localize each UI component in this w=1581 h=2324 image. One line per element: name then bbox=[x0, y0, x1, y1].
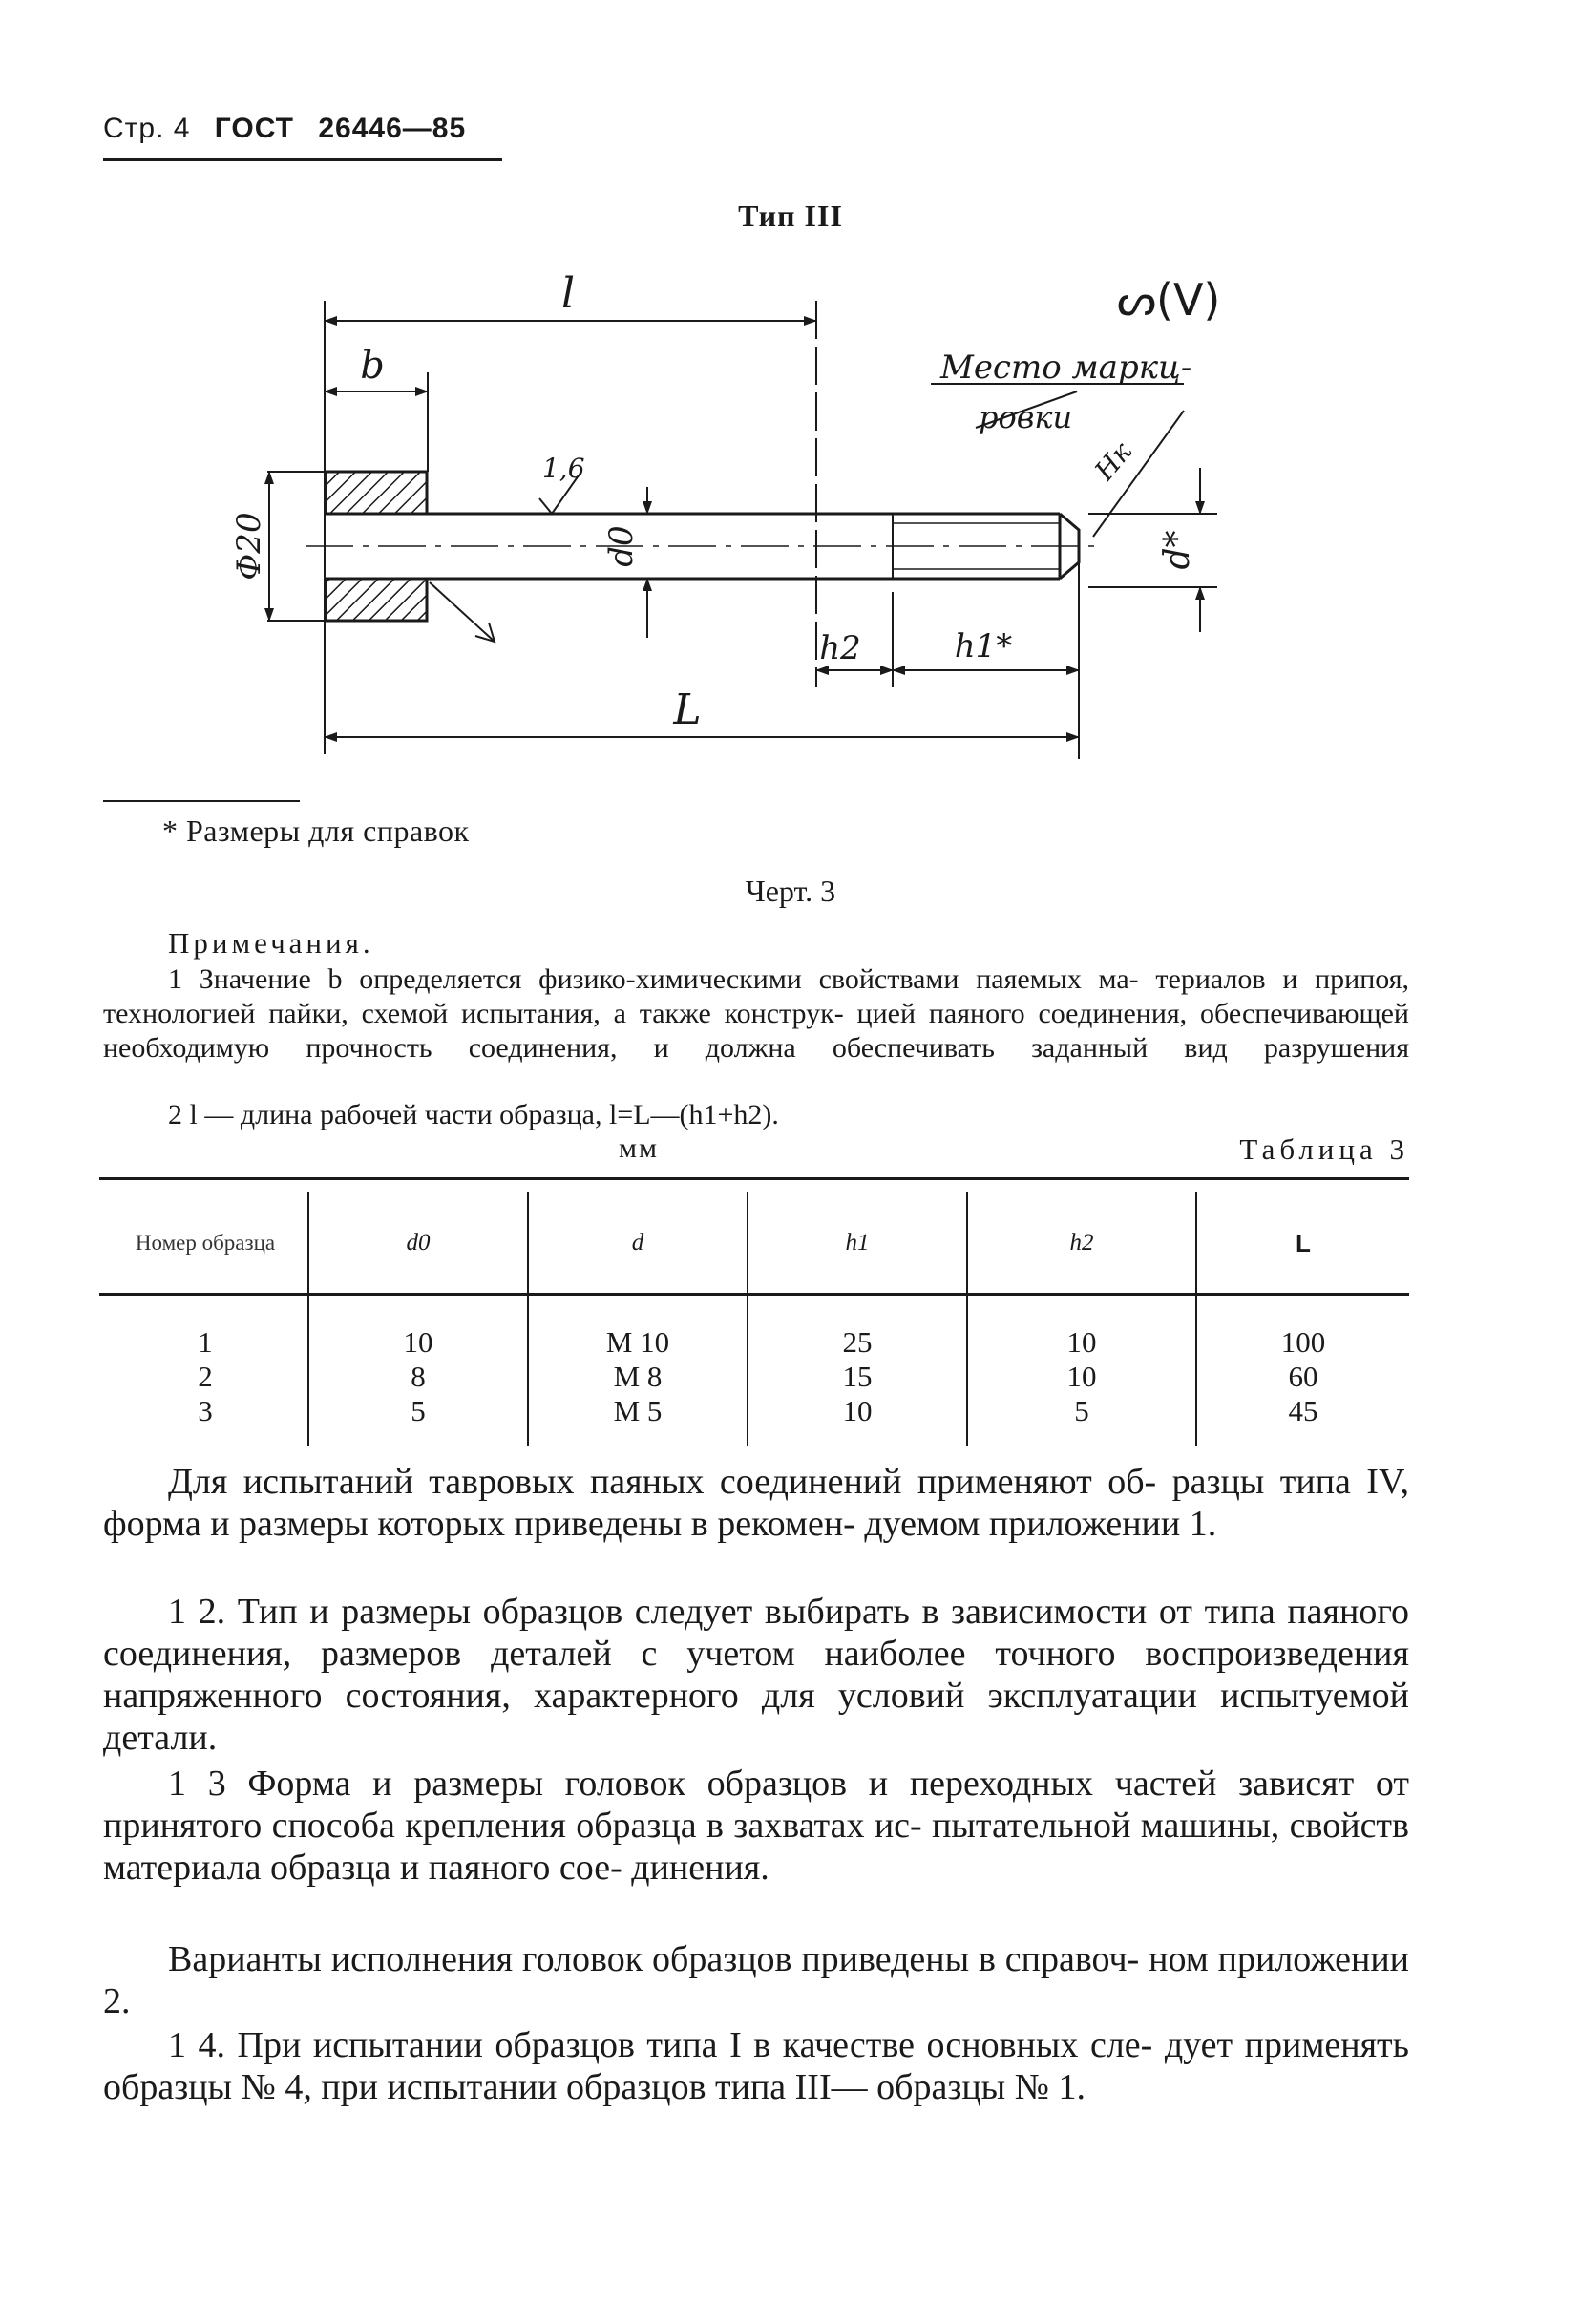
note-1-line: териалов и припоя, технологией пайки, схемой испытания, а также конструк- bbox=[103, 963, 1409, 1029]
table-cell: 1 bbox=[198, 1325, 213, 1359]
paragraph-variants bbox=[103, 1938, 1409, 2022]
figure-caption: Черт. 3 bbox=[745, 874, 836, 908]
dim-l-label: l bbox=[560, 269, 576, 318]
paragraph-line: Варианты исполнения головок образцов приведены в справоч- bbox=[168, 1939, 1149, 1979]
table-cell: М 8 bbox=[613, 1360, 663, 1393]
paragraph-1-4 bbox=[103, 2024, 1409, 2108]
note-2: 2 l — длина рабочей части образца, l=L—(h1+h2). bbox=[168, 1099, 779, 1130]
paragraph-1-3 bbox=[103, 1763, 1409, 1889]
table-cell: 15 bbox=[842, 1360, 873, 1393]
note-1-line: цией паяного соединения, обеспечивающей необходимую прочность соединения, bbox=[103, 998, 1409, 1064]
note-1 bbox=[103, 962, 1409, 1066]
paragraph-line: точного воспроизведения напряженного состояния, характерного bbox=[103, 1634, 1409, 1716]
table-cell: 8 bbox=[411, 1360, 426, 1393]
paragraph-line: для условий эксплуатации испытуемой детали. bbox=[103, 1676, 1409, 1758]
hk-label: Hк bbox=[1088, 435, 1138, 487]
paragraph-line: пытательной машины, свойств материала образца и паяного сое- bbox=[103, 1806, 1409, 1888]
paragraph-line: 1 3 Форма и размеры головок образцов и переходных частей bbox=[168, 1764, 1239, 1804]
paragraph-line: 1 4. При испытании образцов типа I в качестве основных сле- bbox=[168, 2025, 1165, 2065]
table-column-d bbox=[529, 1325, 747, 1428]
paragraph-line: Для испытаний тавровых паяных соединений применяют об- bbox=[168, 1462, 1172, 1502]
table-header-number: Номер образца bbox=[135, 1231, 276, 1255]
figure-type-title: Тип III bbox=[738, 199, 843, 233]
stamp-mark: ᔕ(V) bbox=[1117, 274, 1221, 326]
head-top-hatch bbox=[326, 472, 427, 514]
head-bottom-hatch bbox=[326, 579, 427, 621]
note-1-line: и должна обеспечивать заданный вид разрушения bbox=[653, 1032, 1409, 1064]
table-cell: 3 bbox=[198, 1394, 213, 1427]
paragraph-1-2 bbox=[103, 1591, 1409, 1759]
paragraph-line: от типа паяного соединения, размеров деталей с учетом наиболее bbox=[103, 1592, 1409, 1674]
table-cell: 5 bbox=[411, 1394, 426, 1427]
page-number: Стр. 4 bbox=[103, 113, 191, 144]
marking-label-2: ровки bbox=[979, 399, 1073, 435]
table-cell: 45 bbox=[1288, 1394, 1318, 1427]
paragraph-line: дуемом приложении 1. bbox=[864, 1504, 1217, 1544]
paragraph-line: разцы типа IV, форма и размеры которых приведены в рекомен- bbox=[103, 1462, 1409, 1544]
table-header-d: d bbox=[631, 1230, 644, 1256]
table-cell: 10 bbox=[1066, 1325, 1097, 1359]
table-column-d0 bbox=[309, 1325, 527, 1428]
table-cell: 60 bbox=[1288, 1360, 1318, 1393]
dim-phi-label: Φ20 bbox=[230, 512, 268, 581]
table-cell: М 10 bbox=[605, 1325, 670, 1359]
table-header-rule bbox=[99, 1293, 1409, 1296]
dim-b-label: b bbox=[360, 344, 385, 388]
paragraph-line: динения. bbox=[631, 1848, 769, 1888]
table-cell: М 5 bbox=[613, 1394, 663, 1427]
paragraph-line: дует применять образцы № 4, при испытании образцов типа III— bbox=[103, 2025, 1409, 2107]
table-column-h1 bbox=[748, 1325, 966, 1428]
footnote-rule bbox=[103, 800, 300, 802]
notes-heading: Примечания. bbox=[168, 926, 374, 960]
table-units: мм bbox=[619, 1132, 659, 1164]
table-cell: 10 bbox=[403, 1325, 433, 1359]
paragraph-line: зависят от принятого способа крепления образца в захватах ис- bbox=[103, 1764, 1409, 1846]
dim-d-label: d* bbox=[1158, 530, 1197, 570]
table-column-L bbox=[1197, 1325, 1409, 1428]
table-cell: 25 bbox=[842, 1325, 873, 1359]
paragraph-type-iv bbox=[103, 1461, 1409, 1545]
note-1-line: 1 Значение b определяется физико-химическими свойствами паяемых ма- bbox=[168, 963, 1156, 995]
table-cell: 10 bbox=[842, 1394, 873, 1427]
paragraph-line: ном приложении 2. bbox=[103, 1939, 1409, 2021]
footnote: * Размеры для справок bbox=[162, 813, 470, 848]
dim-h1-label: h1* bbox=[954, 627, 1013, 666]
table-header-h1: h1 bbox=[845, 1230, 870, 1256]
table-column-number bbox=[103, 1325, 307, 1428]
paragraph-line: 1 2. Тип и размеры образцов следует выбирать в зависимости bbox=[168, 1592, 1159, 1632]
table-cell: 5 bbox=[1074, 1394, 1089, 1427]
table-top-rule bbox=[99, 1177, 1409, 1180]
dim-L-label: L bbox=[673, 686, 702, 734]
gost-number: 26446—85 bbox=[318, 113, 467, 144]
table-column-h2 bbox=[968, 1325, 1195, 1428]
marking-label-1: Место маркц- bbox=[940, 349, 1192, 387]
table-header-h2: h2 bbox=[1069, 1230, 1094, 1256]
table-cell: 100 bbox=[1280, 1325, 1326, 1359]
table-cell: 2 bbox=[198, 1360, 213, 1393]
table-cell: 10 bbox=[1066, 1360, 1097, 1393]
technical-drawing bbox=[0, 0, 1581, 802]
gost-label: ГОСТ bbox=[214, 113, 294, 144]
dim-d0-label: d0 bbox=[602, 525, 641, 567]
table-header-L: L bbox=[1296, 1228, 1311, 1257]
paragraph-line: образцы № 1. bbox=[876, 2067, 1086, 2107]
table-label: Таблица 3 bbox=[1239, 1132, 1409, 1166]
table-header-d0: d0 bbox=[406, 1230, 431, 1256]
roughness-label: 1,6 bbox=[542, 453, 585, 484]
dim-h2-label: h2 bbox=[819, 629, 861, 667]
